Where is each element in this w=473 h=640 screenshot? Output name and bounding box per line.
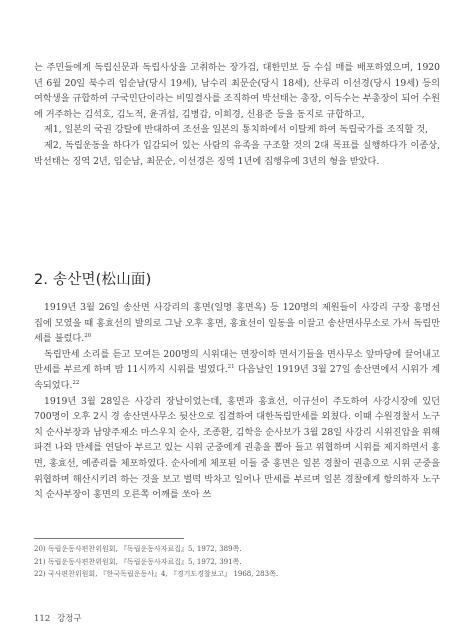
author-name: 강정구: [56, 614, 82, 624]
section-heading: 2. 송산면(松山面): [34, 272, 152, 288]
paragraph: [34, 300, 440, 347]
footnote-ref[interactable]: 20: [84, 333, 92, 340]
footnote-divider: [34, 538, 184, 539]
paragraph-text: 다음날인 1919년 3월 27일 송산면에서 시위가 계속되었다.: [34, 364, 440, 391]
paragraph-text: 1919년 3월 26일 송산면 사강리의 홍면(일명 홍면옥) 등 120명의 제원들이 사강리 구장 홍명선 집에 모였을 때 홍효선의 발의로 그날 오후 홍면, 홍효선이 일동을 이끌고 송산면사무소로 가서 독립만세를 불렀다.: [34, 302, 440, 345]
intro-text-block: [34, 60, 440, 169]
page-footer: [34, 612, 82, 624]
footnotes: [34, 543, 440, 581]
section-text-block: [34, 300, 440, 503]
paragraph: 제1, 일본의 국권 강탈에 반대하여 조선을 일본의 통치하에서 이탈케 하여 독립국가를 조직할 것,: [44, 124, 428, 136]
footnote-ref[interactable]: 21: [227, 364, 235, 371]
paragraph: 1919년 3월 28일은 사강리 장날이었는데, 홍면과 홍효선, 이규선이 주도하여 사강시장에 있던 700명이 오후 2시 경 송산면사무소 뒷산으로 집결하여 대한독립만세를 외쳤다. 이때 수원경찰서 노구치 순사부장과 남양주재소 마스우치 순사, 조종환, 김학응 순사보가 3월 28일 사강리 시위진압을 위해 파견 나와 만세를 연달아 부르고 있는 시위 군중에게 권총을 뽑아 들고 위협하며 시위를 제지하면서 홍면, 홍효선, 예종리를 체포하였다. 순사에게 체포된 이들 중 홍면은 일본 경찰이 권총으로 시위 군중을 위협하며 해산시키려 하는 것을 보고 벌떡 박차고 일어나 만세를 부르며 일본 경찰에게 항의하자 노구치 순사부장이 홍면의 오른쪽 어깨를 쏘아 쓰: [34, 395, 440, 501]
footnote: 21) 독립운동사편찬위원회, 『독립운동사자료집』5, 1972, 391쪽.: [34, 557, 242, 566]
paragraph: 는 주민들에게 독립신문과 독립사상을 고취하는 장가검, 대한민보 등 수십 매를 배포하였으며, 1920년 6월 20일 북수리 임순남(당시 19세), 남수리 최문순(당시 18세), 산루리 이선경(당시 19세) 등의 여학생을 규합하여 구국민단이라는 비밀결사를 조직하여 박선태는 총장, 이득수는 부총장이 되어 수원에 거주하는 김석호, 김노적, 윤귀섭, 김병갑, 이희경, 신용준 등을 동지로 규합하고,: [34, 62, 440, 120]
footnote-ref[interactable]: 22: [72, 379, 80, 386]
footnote: 22) 국사편찬위원회, 『한국독립운동사』4, 『경기도경찰보고』 1968, 283쪽.: [34, 570, 279, 578]
footnote: 20) 독립운동사편찬위원회, 『독립운동사자료집』5, 1972, 389쪽.: [34, 545, 242, 553]
paragraph-text: 독립만세 소리를 듣고 모여든 200명의 시위대는 면장이하 면서기들을 면사무소 앞마당에 끌어내고 만세를 부르게 하며 밤 11시까지 시위를 벌였다.: [34, 348, 440, 376]
page-number: 112: [34, 614, 51, 624]
paragraph: [34, 347, 440, 394]
paragraph: 제2, 독립운동을 하다가 입감되어 있는 사람의 유족을 구조할 것의 2대 목표를 실행하다가 이종상, 박선태는 징역 2년, 임순남, 최문순, 이선경은 징역 1년에 집행유예 3년의 형을 받았다.: [34, 139, 440, 167]
